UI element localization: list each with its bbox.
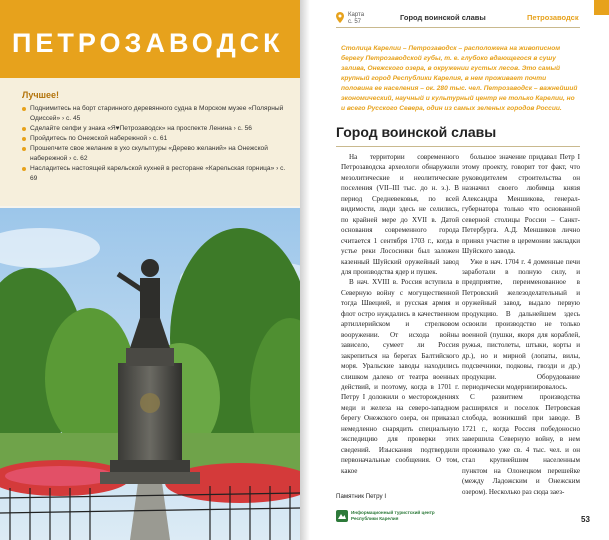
section-rule xyxy=(336,146,580,147)
corner-tab xyxy=(594,0,609,15)
paragraph: С развитием производства расширялся и поселок Петровская слобода, возникший при заводе. В 1721 г., когда Россия победоносно завершила Северную войну, в нем проживало уже св. 4 тыс. чел. и он стал крупнейшим населенным пунктом на Олонецком перешейке (между Ладожским и Онежским озером). Несколько раз сюда заез- xyxy=(462,393,580,496)
paragraph: На территории современного Петрозаводска археологи обнаружили мезолитические и неолитические поселения (VII–III тыс. до н. э.). В период Средневековья, по всей видимости, люди здесь не селились, по крайней мере до XVII в. Датой основания современного города считается 1 сентября 1703 г., когда в устье реки Лососинки был заложен казенный Шуйский оружейный завод для производства ядер и пушек. xyxy=(341,153,459,276)
highlights-heading: Лучшее! xyxy=(22,90,60,100)
page-number: 53 xyxy=(581,515,590,524)
paragraph: большое значение придавал Петр I этому проекту, говорит тот факт, что руководителем строительства он назначил своего любимца князя Александра Меншикова, генерал-губернатора только что основанной северной столицы России – Санкт-Петербурга. А.Д. Меншиков лично принял участие в церемонии закладки Шуйского завода. xyxy=(462,153,580,256)
highlight-item: Пройдитесь по Онежской набережной › с. 61 xyxy=(22,134,292,144)
paragraph: В нач. XVIII в. Россия вступила в Северную войну с могущественной тогда Швецией, и русская армия и флот остро нуждались в качественном артиллерийском и стрелковом вооружении. От исхода войны зависело, сумеет ли Россия закрепиться на берегах Балтийского моря. Уральские заводы находились слишком далеко от театра военных действий, и поэтому, когда в 1701 г. Петру I доложили о месторождениях меди и железа на северо-западном берегу Онежского озера, он приказал немедленно снарядить специальную экспедицию для проверки этих сведений. Изыскания подтвердили первоначальные сообщения. О том, какое xyxy=(341,278,459,475)
running-head-city: Петрозаводск xyxy=(527,13,579,22)
footer-organization: Информационный туристский центр Республики Карелия xyxy=(351,510,435,521)
bullet-icon xyxy=(22,107,26,111)
book-gutter xyxy=(300,0,310,540)
bullet-icon xyxy=(22,127,26,131)
photo-illustration xyxy=(0,208,300,540)
text-column-left xyxy=(341,152,459,476)
highlight-item: Прошепчите свое желание в ухо скульптуры «Дерево желаний» на Онежской набережной › с. 62 xyxy=(22,144,292,164)
highlight-item: Поднимитесь на борт старинного деревянного судна в Морском музее «Полярный Одиссей» › с. 45 xyxy=(22,104,292,124)
map-pin-icon xyxy=(336,12,344,23)
city-title: ПЕТРОЗАВОДСК xyxy=(12,28,284,58)
header-rule xyxy=(336,27,580,28)
photo-caption: Памятник Петру I xyxy=(336,493,387,500)
highlight-item: Сделайте селфи у знака «Я♥Петрозаводск» на проспекте Ленина › с. 56 xyxy=(22,124,292,134)
bullet-icon xyxy=(22,167,26,171)
lead-paragraph: Столица Карелии – Петрозаводск – расположена на живописном берегу Петрозаводской губы, т. е. глубоко вдающегося в сушу залива, Онежского озера, в окружении густых лесов. Это самый крупный город Республики Карелия, в нем проживает почти половина ее населения – ок. 280 тыс. чел. Петрозаводск – важнейший экономический, научный и культурный центр не только Карелии, но и всего Русского Севера, один из самых зеленых городов России. xyxy=(341,45,578,112)
section-title: Город воинской славы xyxy=(336,124,497,140)
map-reference: Карта с. 57 xyxy=(348,12,365,25)
highlight-item: Насладитесь настоящей карельской кухней в ресторане «Карельская горница» › с. 69 xyxy=(22,164,292,184)
running-head: Город воинской славы xyxy=(400,13,486,22)
paragraph: Уже в нач. 1704 г. 4 доменные печи заработали в полную силу, и предприятие, переименованное в Петровский железоделательный и оружейный завод, выдало первую продукцию. В дальнейшем здесь освоили производство не только военной (пушки, якоря для кораблей, ружья, пистолеты, штыки, корты и др.), но и мирной (лопаты, вилы, подсвечники, подковы, гвозди и др.) продукции. Оборудование периодически модернизировалось. xyxy=(462,257,580,391)
bullet-icon xyxy=(22,147,26,151)
highlights-list xyxy=(22,104,292,184)
text-column-right xyxy=(462,152,580,497)
tourist-center-logo-icon xyxy=(336,510,348,522)
bullet-icon xyxy=(22,137,26,141)
peter-monument-photo xyxy=(0,208,300,540)
